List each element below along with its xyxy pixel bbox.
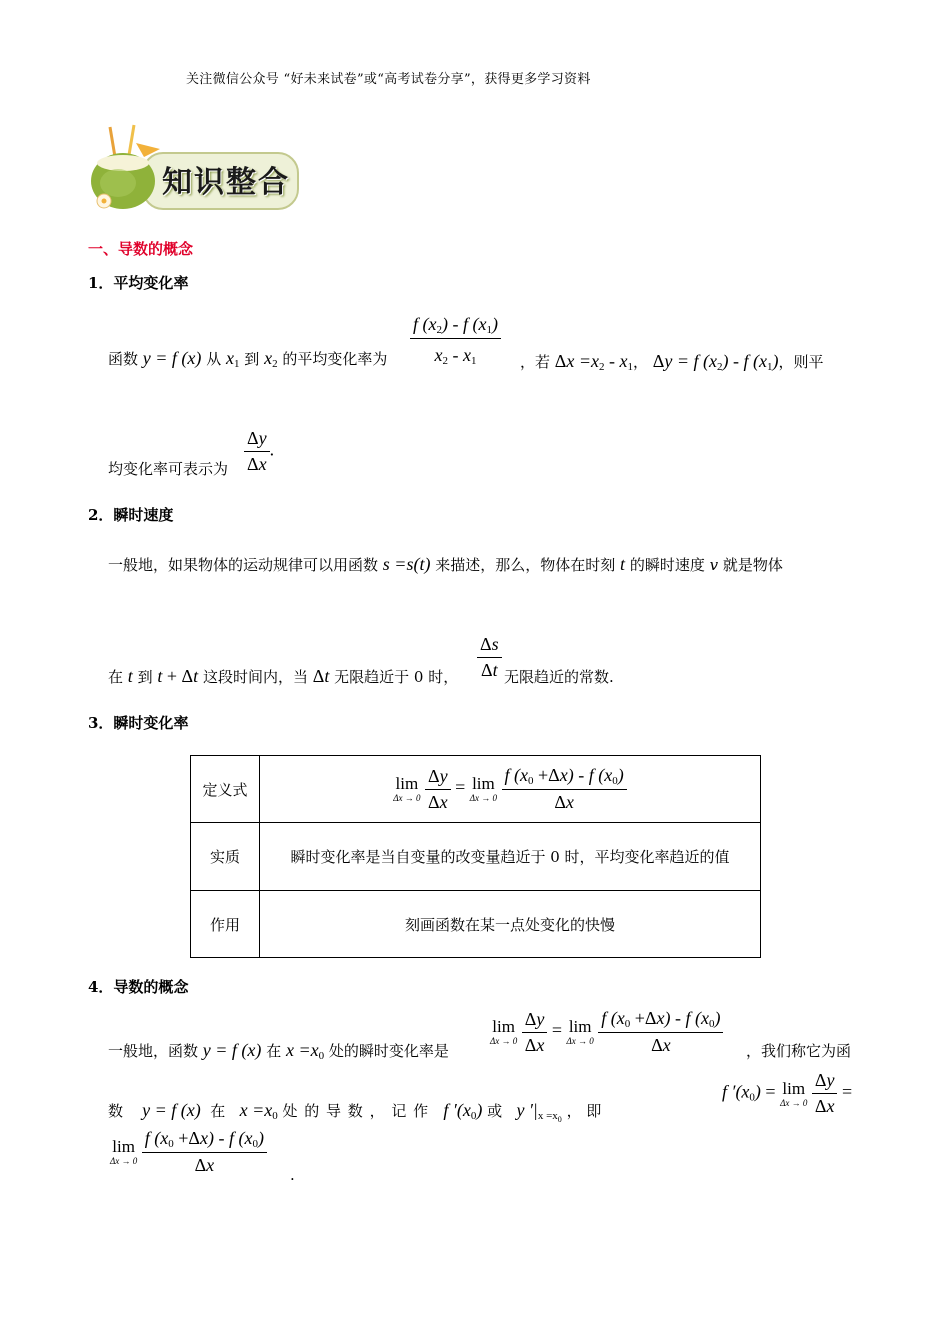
formula-delta-x: $\Delta x =x_2 - x_1$ — [554, 351, 633, 373]
formula-t-plus-dt: t + Δt — [157, 666, 199, 686]
subsection-2-title: 2．瞬时速度 — [88, 506, 174, 524]
formula-dy-over-dx: $\frac{\Delta y}{\Delta x}$ . — [244, 428, 274, 475]
velocity-paragraph-line2-end: 无限趋近的常数. — [504, 668, 614, 686]
formula-derivative-limit: lim Δx → 0 $\frac{\Delta y}{\Delta x}$ = lim Δx → 0 $\frac{f (x_0 +\Delta x) - f (x_0)}{\Delta x}$ — [490, 1008, 723, 1056]
formula-y-fx-3: y = f (x) — [142, 1100, 201, 1120]
velocity-paragraph-line2: 在 t 到 t + Δt 这段时间内，当 Δt 无限趋近于 0 时， — [108, 666, 459, 686]
formula-f-prime-definition: f $'(x_0)$ = lim Δx → 0 $\frac{\Delta y}{\Delta x}$ = — [722, 1070, 853, 1116]
table-row — [191, 756, 761, 823]
formula-limit-definition: lim Δx → 0 $\frac{\Delta y}{\Delta x}$ = lim Δx → 0 $\frac{f (x_0 +\Delta x) - f (x_0)}{\Delta x}$ — [393, 777, 626, 797]
formula-avg-rate-fraction: $\frac{f (x_2) - f (x_1)}{x_2 - x_1}$ — [410, 314, 501, 367]
subsection-3-title: 3．瞬时变化率 — [88, 714, 189, 732]
derivative-paragraph-line2: 数 y = f (x) 在 $x =x_0$ 处 的 导 数 ， 记 作 f $'(x_0)$ 或 y $'|_{x =x_0}$ ， 即 — [108, 1100, 602, 1124]
section-title: 一、导数的概念 — [88, 240, 194, 258]
formula-x-eq-x0-2: $x =x_0$ — [239, 1100, 278, 1122]
subsection-4-title: 4．导数的概念 — [88, 978, 189, 996]
table-cell-label: 实质 — [191, 823, 260, 891]
table-cell-formula — [260, 756, 761, 823]
table-cell-label: 定义式 — [191, 756, 260, 823]
subsection-1-title: 1．平均变化率 — [88, 274, 189, 292]
avg-rate-paragraph-line2: 均变化率可表示为 — [108, 460, 229, 478]
derivative-paragraph-line1-end: ，我们称它为函 — [746, 1042, 852, 1060]
formula-dt: Δt — [312, 666, 330, 686]
formula-y-prime-at-x0: y $'|_{x =x_0}$ — [516, 1100, 562, 1124]
derivative-end-period: . — [290, 1166, 295, 1184]
formula-y-fx-2: y = f (x) — [202, 1040, 262, 1060]
formula-x2: $x_2$ — [264, 348, 278, 370]
formula-ds-over-dt: $\frac{\Delta s}{\Delta t}$ — [477, 634, 502, 681]
knowledge-banner — [88, 123, 303, 215]
formula-s-st: s =s(t) — [382, 554, 431, 574]
avg-rate-paragraph-line1b: ，若 $\Delta x =x_2 - x_1$， Δy = f $(x_2)$ - f $(x_1)$，则平 — [520, 351, 824, 373]
table-cell-label: 作用 — [191, 891, 260, 958]
page-header-text: 关注微信公众号 “好未来试卷”或“高考试卷分享”，获得更多学习资料 — [186, 72, 591, 87]
formula-t: t — [620, 554, 626, 574]
formula-t2: t — [127, 666, 133, 686]
rate-definition-table — [190, 755, 761, 958]
derivative-paragraph-line1: 一般地，函数 y = f (x) 在 $x =x_0$ 处的瞬时变化率是 — [108, 1040, 449, 1062]
banner-title: 知识整合 — [162, 165, 290, 200]
formula-x-eq-x0: $x =x_0$ — [286, 1040, 325, 1062]
formula-f-prime-limit: lim Δx → 0 $\frac{f (x_0 +\Delta x) - f (x_0)}{\Delta x}$ — [110, 1128, 267, 1176]
formula-y-fx: y = f (x) — [142, 348, 202, 368]
formula-delta-y: Δy = f $(x_2)$ - f $(x_1)$ — [652, 351, 779, 373]
table-cell-value: 刻画函数在某一点处变化的快慢 — [260, 891, 761, 958]
velocity-paragraph-line1: 一般地，如果物体的运动规律可以用函数 s =s(t) 来描述，那么，物体在时刻 t 的瞬时速度 v 就是物体 — [108, 554, 783, 574]
table-row — [191, 891, 761, 958]
table-row — [191, 823, 761, 891]
avg-rate-paragraph-line1: 函数 y = f (x) 从 $x_1$ 到 $x_2$ 的平均变化率为 — [108, 348, 388, 370]
formula-f-prime-x0: f $'(x_0)$ — [443, 1100, 483, 1122]
formula-x1: $x_1$ — [226, 348, 240, 370]
table-cell-value: 瞬时变化率是当自变量的改变量趋近于 0 时，平均变化率趋近的值 — [260, 823, 761, 891]
